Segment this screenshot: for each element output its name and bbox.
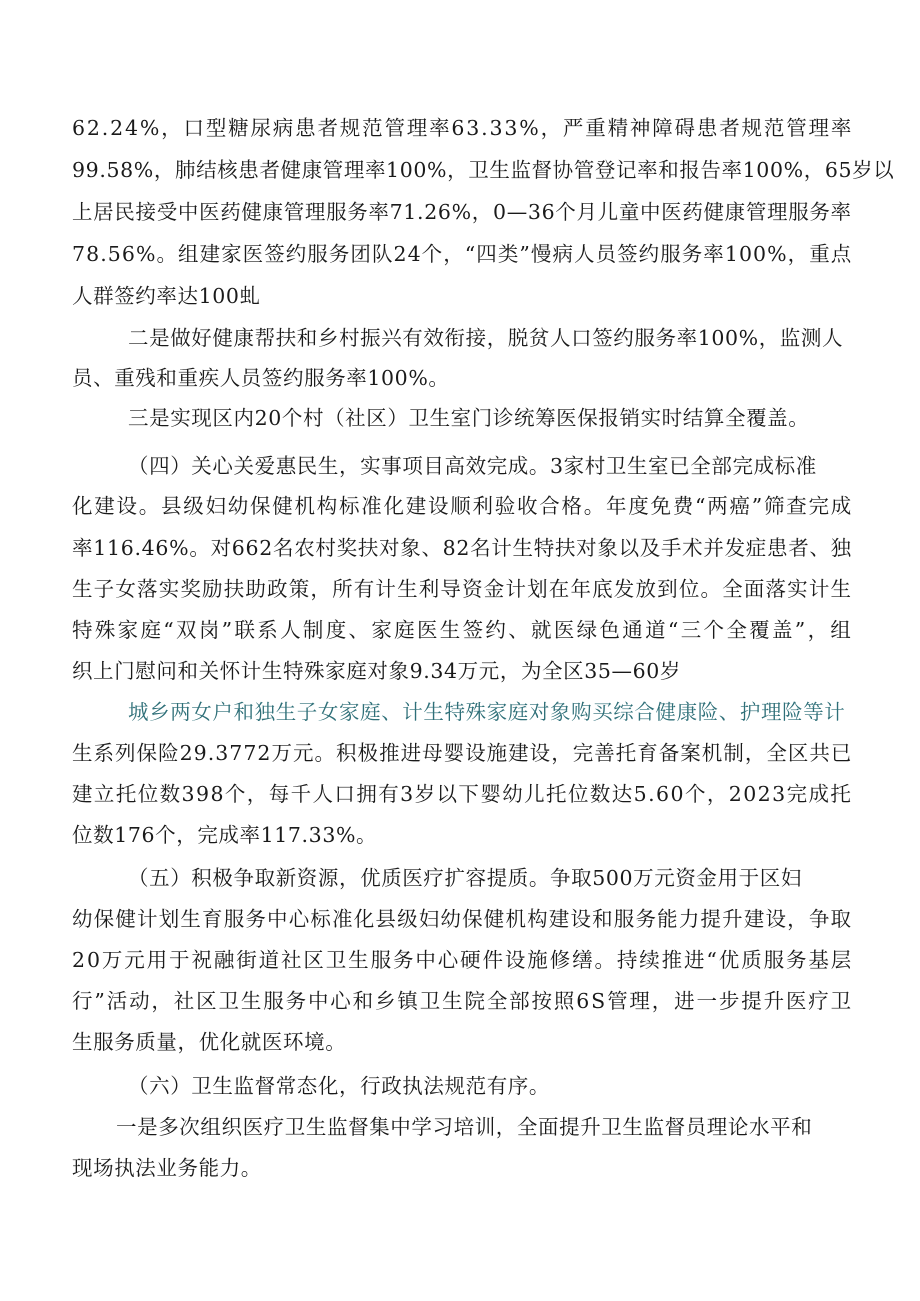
text-line: 9 9 . 5 8 % ， 肺 结 核 患 者 健 康 管 理 率 1 0 0 % ， 卫 生 监 督 协 管 登 记 率 和 报 告 率 1 0 0 % ， 6 5 岁 以 (72, 158, 895, 182)
text-line: 员、重残和重疾人员签约服务率100%。 (72, 366, 450, 390)
text-line: 织上门慰问和关怀计生特殊家庭对象9.34万元，为全区35—60岁 (72, 659, 682, 683)
text-line: 生服务质量，优化就医环境。 (72, 1030, 347, 1054)
section-heading-line: （六）卫生监督常态化，行政执法规范有序。 (128, 1074, 550, 1098)
section-heading-line: （四）关心关爱惠民生，实事项目高效完成。3家村卫生室已全部完成标准 (128, 454, 817, 478)
text-line: 人群签约率达100虬 (72, 284, 261, 308)
text-line: 行 ” 活 动 ， 社 区 卫 生 服 务 中 心 和 乡 镇 卫 生 院 全 部 按 照 6 S 管 理 ， 进 一 步 提 升 医 疗 卫 (72, 989, 852, 1013)
text-line: 2 0 万 元 用 于 祝 融 街 道 社 区 卫 生 服 务 中 心 硬 件 设 施 修 缮 。 持 续 推 进 “ 优 质 服 务 基 层 (72, 948, 852, 972)
text-line: 生 子 女 落 实 奖 励 扶 助 政 策 ， 所 有 计 生 利 导 资 金 计 划 在 年 底 发 放 到 位 。 全 面 落 实 计 生 (72, 577, 852, 601)
text-line: 上 居 民 接 受 中 医 药 健 康 管 理 服 务 率 7 1 . 2 6 % ， 0 — 3 6 个 月 儿 童 中 医 药 健 康 管 理 服 务 率 (72, 200, 852, 224)
text-line: 6 2 . 2 4 % ， 口 型 糖 尿 病 患 者 规 范 管 理 率 6 3 . 3 3 % ， 严 重 精 神 障 碍 患 者 规 范 管 理 率 (72, 116, 852, 140)
text-line: 特 殊 家 庭 “ 双 岗 ” 联 系 人 制 度 、 家 庭 医 生 签 约 、 就 医 绿 色 通 道 “ 三 个 全 覆 盖 ” ， 组 (72, 618, 852, 642)
text-line: 位数176个，完成率117.33%。 (72, 823, 378, 847)
paragraph-start-line: 一是多次组织医疗卫生监督集中学习培训，全面提升卫生监督员理论水平和 (116, 1115, 813, 1139)
paragraph-start-line: 城乡两女户和独生子女家庭、计生特殊家庭对象购买综合健康险、护理险等计 (128, 700, 846, 724)
text-line: 率 1 1 6 . 4 6 % 。 对 6 6 2 名 农 村 奖 扶 对 象 、 8 2 名 计 生 特 扶 对 象 以 及 手 术 并 发 症 患 者 、 独 (72, 536, 852, 560)
text-line: 化 建 设 。 县 级 妇 幼 保 健 机 构 标 准 化 建 设 顺 利 验 收 合 格 。 年 度 免 费 “ 两 癌 ” 筛 查 完 成 (72, 494, 852, 518)
text-line: 幼 保 健 计 划 生 育 服 务 中 心 标 准 化 县 级 妇 幼 保 健 机 构 建 设 和 服 务 能 力 提 升 建 设 ， 争 取 (72, 907, 852, 931)
text-line: 生 系 列 保 险 2 9 . 3 7 7 2 万 元 。 积 极 推 进 母 婴 设 施 建 设 ， 完 善 托 育 备 案 机 制 ， 全 区 共 已 (72, 741, 852, 765)
paragraph-start-line: 二是做好健康帮扶和乡村振兴有效衔接，脱贫人口签约服务率100%，监测人 (128, 326, 844, 350)
text-line: 7 8 . 5 6 % 。 组 建 家 医 签 约 服 务 团 队 2 4 个 ， “ 四 类 ” 慢 病 人 员 签 约 服 务 率 1 0 0 % ， 重 点 (72, 242, 852, 266)
section-heading-line: （五）积极争取新资源，优质医疗扩容提质。争取500万元资金用于区妇 (128, 866, 802, 890)
text-line: 现场执法业务能力。 (72, 1156, 262, 1180)
text-line: 建 立 托 位 数 3 9 8 个 ， 每 千 人 口 拥 有 3 岁 以 下 婴 幼 儿 托 位 数 达 5 . 6 0 个 ， 2 0 2 3 完 成 托 (72, 782, 852, 806)
paragraph-start-line: 三是实现区内20个村（社区）卫生室门诊统筹医保报销实时结算全覆盖。 (128, 406, 810, 430)
